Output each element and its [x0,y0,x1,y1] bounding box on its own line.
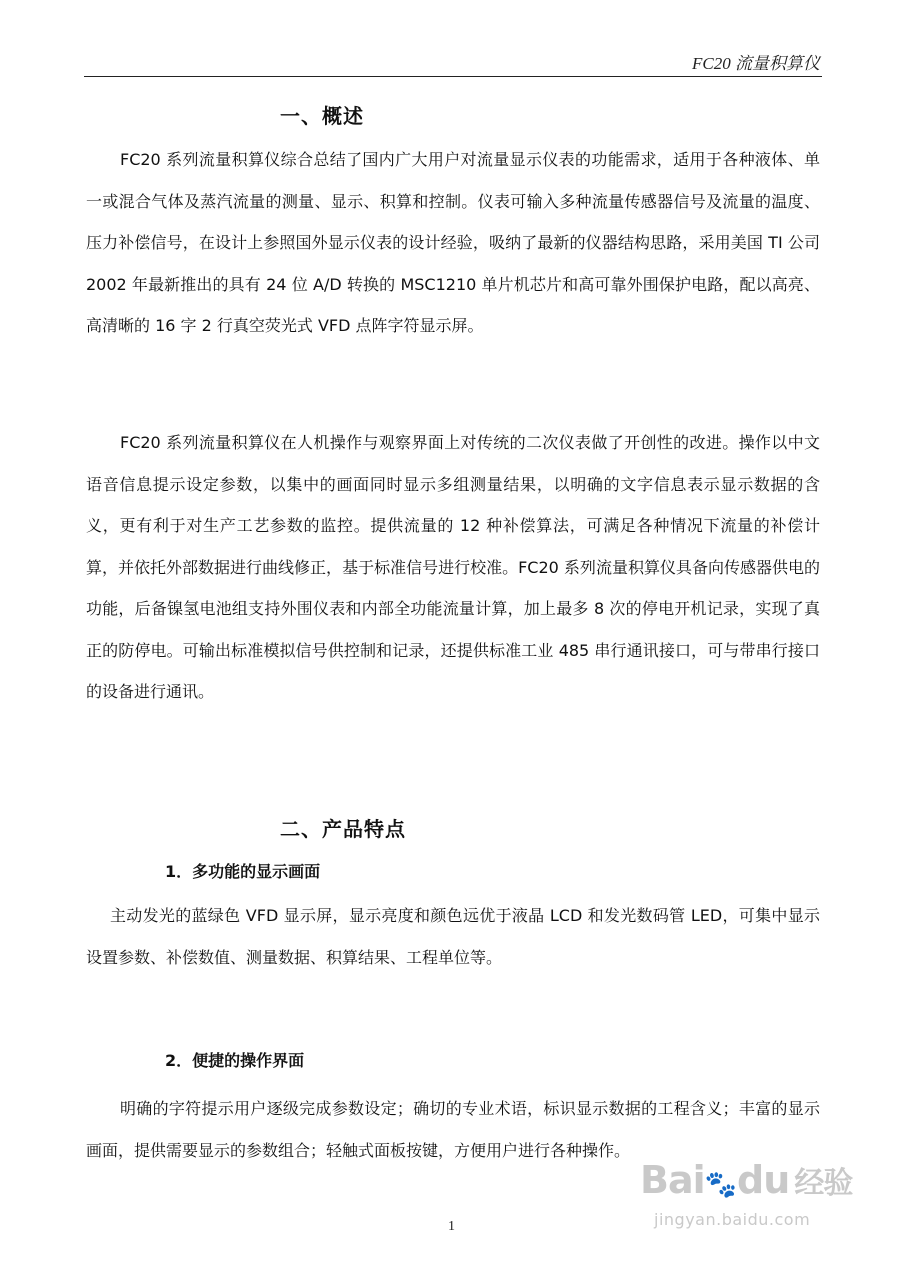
section-1-heading: 一、概述 [280,104,364,128]
watermark-url: jingyan.baidu.com [654,1210,811,1229]
feature-1-text: 主动发光的蓝绿色 VFD 显示屏，显示亮度和颜色远优于液晶 LCD 和发光数码管 LED，可集中显示设置参数、补偿数值、测量数据、积算结果、工程单位等。 [86,906,820,967]
section-1-paragraph-2: FC20 系列流量积算仪在人机操作与观察界面上对传统的二次仪表做了开创性的改进。操作以中文语音信息提示设定参数，以集中的画面同时显示多组测量结果，以明确的文字信息表示显示数据的含义，更有利于对生产工艺参数的监控。提供流量的 12 种补偿算法，可满足各种情况下流量的补偿计算，并依托外部数据进行曲线修正，基于标准信号进行校准。FC20 系列流量积算仪具备向传感器供电的功能，后备镍氢电池组支持外围仪表和内部全功能流量计算，加上最多 8 次的停电开机记录，实现了真正的防停电。可输出标准模拟信号供控制和记录，还提供标准工业 485 串行通讯接口，可与带串行接口的设备进行通讯。 [86,433,820,701]
baidu-jingyan-watermark [640,1158,860,1238]
section-2-heading: 二、产品特点 [280,817,406,841]
watermark-logo-right: du [737,1158,790,1202]
feature-2-text: 明确的字符提示用户逐级完成参数设定；确切的专业术语，标识显示数据的工程含义；丰富的显示画面，提供需要显示的参数组合；轻触式面板按键，方便用户进行各种操作。 [86,1099,820,1160]
feature-2-title: 2．便捷的操作界面 [165,1051,305,1070]
page-header [84,46,822,77]
paw-icon: 🐾 [704,1170,738,1200]
header-title: FC20 流量积算仪 [692,54,820,73]
watermark-logo-left: Bai [640,1158,705,1202]
feature-1-title: 1．多功能的显示画面 [165,862,321,881]
section-1-paragraph-1: FC20 系列流量积算仪综合总结了国内广大用户对流量显示仪表的功能需求，适用于各种液体、单一或混合气体及蒸汽流量的测量、显示、积算和控制。仪表可输入多种流量传感器信号及流量的温度、压力补偿信号，在设计上参照国外显示仪表的设计经验，吸纳了最新的仪器结构思路，采用美国 TI 公司 2002 年最新推出的具有 24 位 A/D 转换的 MSC1210 单片机芯片和高可靠外围保护电路，配以高亮、高清晰的 16 字 2 行真空荧光式 VFD 点阵字符显示屏。 [86,150,820,335]
page-number: 1 [448,1219,455,1234]
watermark-logo-cn: 经验 [794,1166,853,1201]
